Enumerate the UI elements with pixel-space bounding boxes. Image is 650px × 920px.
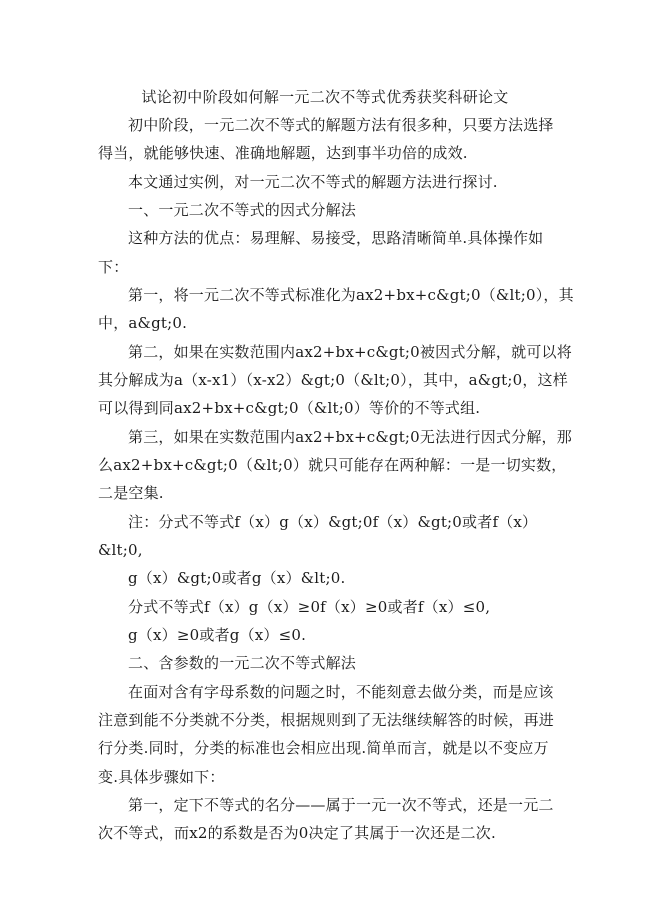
paragraph-line: 么ax2+bx+c&gt;0（&lt;0）就只可能存在两种解：一是一切实数， — [98, 456, 567, 474]
paragraph-line: 第三，如果在实数范围内ax2+bx+c&gt;0无法进行因式分解，那 — [128, 428, 572, 446]
paragraph-line: 得当，就能够快速、准确地解题，达到事半功倍的成效. — [98, 144, 468, 162]
paragraph-line: 次不等式，而x2的系数是否为0决定了其属于一次还是二次. — [98, 824, 496, 842]
document-title: 试论初中阶段如何解一元二次不等式优秀获奖科研论文 — [141, 88, 509, 106]
paragraph-line: g（x）&gt;0或者g（x）&lt;0. — [128, 569, 346, 587]
paragraph-line: 第一，将一元二次不等式标准化为ax2+bx+c&gt;0（&lt;0），其 — [128, 286, 574, 304]
paragraph-line: 下： — [98, 258, 129, 276]
paragraph-line: 这种方法的优点：易理解、易接受，思路清晰简单.具体操作如 — [128, 229, 544, 247]
paragraph-line: 初中阶段，一元二次不等式的解题方法有很多种，只要方法选择 — [128, 116, 554, 134]
paragraph-line: 第一，定下不等式的名分——属于一元一次不等式，还是一元二 — [128, 796, 554, 814]
paragraph-line: 可以得到同ax2+bx+c&gt;0（&lt;0）等价的不等式组. — [98, 399, 481, 417]
paragraph-line: 行分类.同时，分类的标准也会相应出现.简单而言，就是以不变应万 — [98, 739, 549, 757]
paragraph-line: 其分解成为a（x-x1）（x-x2）&gt;0（&lt;0），其中，a&gt;0，这样 — [98, 371, 568, 389]
paragraph-line: &lt;0, — [98, 541, 143, 559]
paragraph-line: g（x）≥0或者g（x）≤0. — [128, 626, 307, 644]
section-heading: 二、含参数的一元二次不等式解法 — [128, 654, 357, 672]
paragraph-line: 注意到能不分类就不分类，根据规则到了无法继续解答的时候，再进 — [98, 711, 555, 729]
paragraph-line: 注：分式不等式f（x）g（x）&gt;0f（x）&gt;0或者f（x） — [128, 513, 538, 531]
paragraph-line: 本文通过实例，对一元二次不等式的解题方法进行探讨. — [128, 173, 498, 191]
paragraph-line: 第二，如果在实数范围内ax2+bx+c&gt;0被因式分解，就可以将 — [128, 343, 572, 361]
paragraph-line: 分式不等式f（x）g（x）≥0f（x）≥0或者f（x）≤0, — [128, 598, 491, 616]
paragraph-line: 在面对含有字母系数的问题之时，不能刻意去做分类，而是应该 — [128, 683, 554, 701]
section-heading: 一、一元二次不等式的因式分解法 — [128, 201, 357, 219]
paragraph-line: 二是空集. — [98, 484, 164, 502]
paragraph-line: 中，a&gt;0. — [98, 314, 188, 332]
paragraph-line: 变.具体步骤如下： — [98, 768, 225, 786]
